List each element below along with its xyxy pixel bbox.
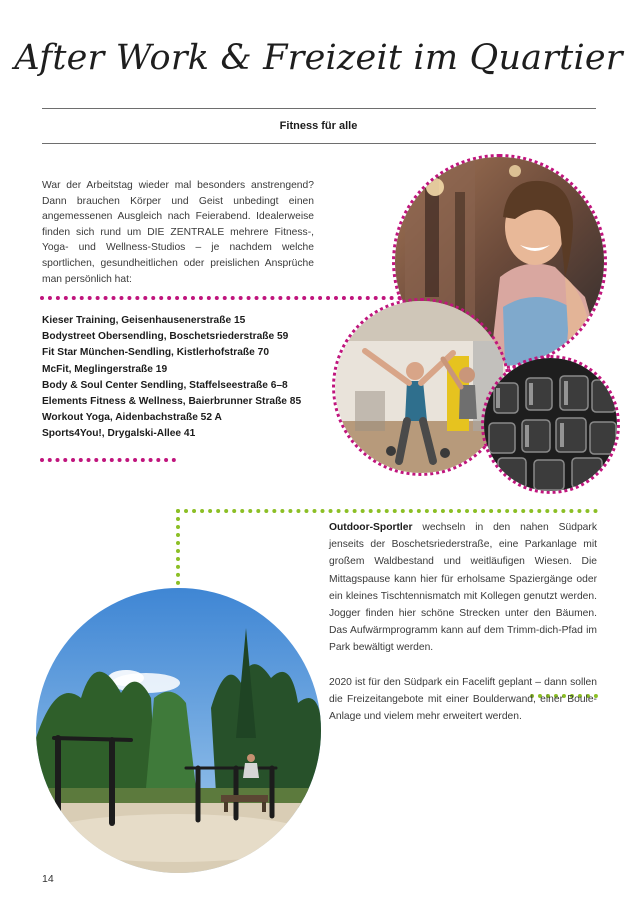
outdoor-paragraph-1: [329, 519, 597, 657]
studio-list: [42, 313, 332, 443]
page-title: After Work & Freizeit im Quartier: [14, 38, 623, 78]
list-item: Kieser Training, Geisenhausenerstraße 15: [42, 315, 246, 326]
green-dotted-frame-left: [176, 509, 180, 593]
title-divider-bottom: [42, 143, 596, 144]
list-item: Workout Yoga, Aidenbachstraße 52 A: [42, 412, 222, 424]
magenta-dotted-divider-short: [40, 458, 176, 462]
list-item: Bodystreet Obersendling, Boschetsriederstraße 59: [42, 331, 289, 343]
stretching-class-photo: [332, 298, 510, 476]
outdoor-text: wechseln in den nahen Südpark jenseits der Boschetsriederstraße, eine Parkanlage mit großem Waldbestand und weitläufigen Wiesen. Die Mittagspause kann hier für erholsame Spaziergänge oder ein kleines Tischtennismatch mit Kollegen genutzt werden. Jogger finden hier schöne Strecken unter den Bäumen. Das Aufwärmprogramm kann auf dem Trimm-dich-Pfad im Park bewältigt werden.: [329, 522, 597, 654]
park-pullup-bars-photo: [33, 585, 324, 876]
intro-paragraph: War der Arbeitstag wieder mal besonders anstrengend? Dann brauchen Körper und Geist unbedingt einen angemessenen Ausgleich nach Feierabend. Idealerweise finden sich rund um DIE ZENTRALE mehrere Fitness-, Yoga- und Wellness-Studios – je nachdem welche sportlichen, gesundheitlichen oder preislichen Ansprüche man persönlich hat:: [42, 180, 314, 285]
outdoor-lead: Outdoor-Sportler: [329, 522, 413, 533]
magenta-dotted-divider: [40, 296, 402, 300]
list-item: Body & Soul Center Sendling, Staffelseestraße 6–8: [42, 379, 288, 391]
section-subtitle: Fitness für alle: [279, 120, 358, 132]
list-item: Fit Star München-Sendling, Kistlerhofstraße 70: [42, 347, 269, 359]
title-divider-top: [42, 108, 596, 109]
list-item: McFit, Meglingerstraße 19: [42, 363, 168, 375]
dumbbells-photo: [481, 355, 620, 494]
outdoor-paragraph-2: 2020 ist für den Südpark ein Facelift geplant – dann sollen die Freizeitangebote mit einer Boulderwand, einer Boule-Anlage und vielem mehr erweitert werden.: [329, 676, 597, 723]
list-item: Elements Fitness & Wellness, Baierbrunner Straße 85: [42, 396, 302, 408]
green-dotted-frame-top: [176, 509, 598, 513]
outdoor-paragraph: [329, 519, 597, 725]
list-item: Sports4You!, Drygalski-Allee 41: [42, 428, 196, 440]
page-number: 14: [42, 873, 54, 885]
